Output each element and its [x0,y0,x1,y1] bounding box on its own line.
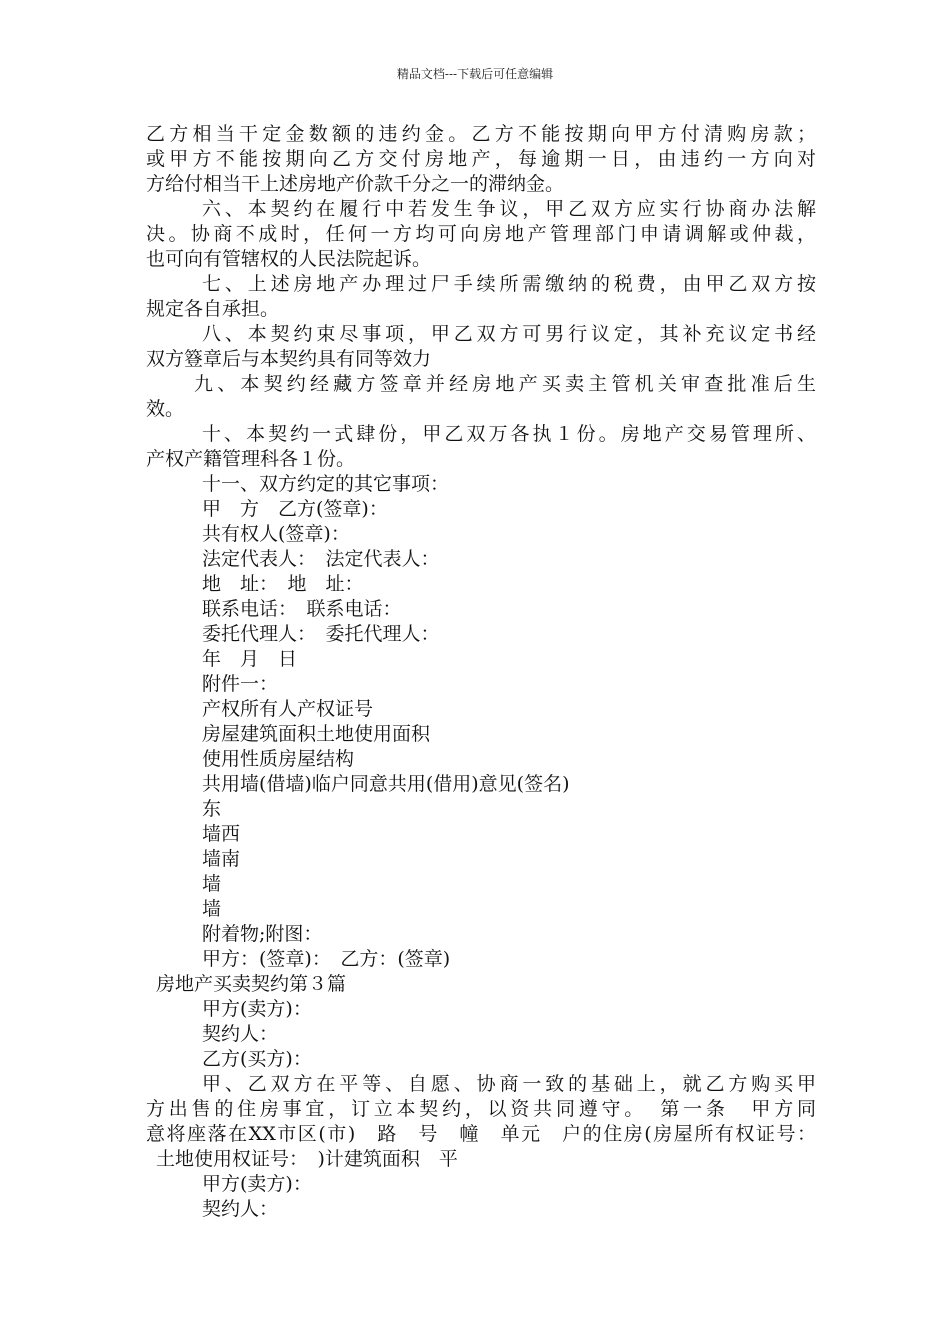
text-line: 使用性质房屋结构 [202,748,355,770]
text-line: 共有权人(签章)： [202,523,350,545]
text-line: 地 址： 地 址： [202,573,364,595]
text-line: 共用墙(借墙)临户同意共用(借用)意见(签名) [202,773,570,795]
text-line: 甲 方 乙方(签章)： [202,498,388,520]
text-line: 意将座落在XX市区(市) 路 号 幢 单元 户的住房(房屋所有权证号： [146,1123,816,1145]
text-line: 甲方(卖方)： [202,1173,312,1195]
text-line: 产权所有人产权证号 [202,698,374,720]
document-body [146,122,816,1222]
text-line: 规定各自承担。 [146,298,280,320]
page-header: 精品文档---下载后可任意编辑 [396,67,554,81]
text-line: 契约人： [202,1198,279,1220]
text-line: 房屋建筑面积土地使用面积 [202,723,431,745]
text-line: 墙 [202,873,222,895]
text-line: 八、本契约束尽事项，甲乙双方可男行议定，其补充议定书经 [202,323,816,345]
text-line: 乙方(买方)： [202,1048,312,1070]
text-line: 墙南 [202,848,241,870]
text-line: 方给付相当干上述房地产价款千分之一的滞纳金。 [146,173,565,195]
text-line: 双方簦章后与本契约具有同等效力 [146,348,432,370]
text-line: 效。 [146,398,185,420]
text-line: 甲方(卖方)： [202,998,312,1020]
text-line: 年 月 日 [202,648,298,670]
text-line: 九、本契约经藏方签章并经房地产买卖主管机关审查批准后生 [194,373,816,395]
text-line: 十、本契约一式肆份，甲乙双万各执１份。房地产交易管理所、 [202,423,816,445]
text-line: 甲方：(签章)： 乙方：(签章) [202,948,451,970]
text-line: 法定代表人： 法定代表人： [202,548,440,570]
text-line: 墙 [202,898,222,920]
text-line: 产权产籍管理科各１份。 [146,448,356,470]
text-line: 委托代理人： 委托代理人： [202,623,440,645]
text-line: 联系电话： 联系电话： [202,598,402,620]
text-line: 附件一： [202,673,279,695]
text-line: 七、上述房地产办理过尸手续所需缴纳的税费，由甲乙双方按 [202,273,816,295]
text-line: 十一、双方约定的其它事项： [202,473,450,495]
text-line: 或甲方不能按期向乙方交付房地产，每逾期一日，由违约一方向对 [146,148,816,170]
text-line: 甲、乙双方在平等、自愿、协商一致的基础上，就乙方购买甲 [202,1073,816,1095]
section-title: 房地产买卖契约第３篇 [156,973,347,995]
text-line: 乙方相当干定金数额的违约金。乙方不能按期向甲方付清购房款； [146,123,816,145]
text-line: 也可向有管辖权的人民法院起诉。 [146,248,432,270]
text-line: 东 [202,798,222,820]
text-line: 附着物;附图： [202,923,323,945]
text-line: 决。协商不成时，任何一方均可向房地产管理部门申请调解或仲裁， [146,223,816,245]
text-line: 墙西 [202,823,241,845]
text-line: 方出售的住房事宜，订立本契约，以资共同遵守。 第一条 甲方同 [146,1098,816,1120]
text-line: 六、本契约在履行中若发生争议，甲乙双方应实行协商办法解 [202,198,816,220]
text-line: 土地使用权证号： )计建筑面积 平 [156,1148,458,1170]
text-line: 契约人： [202,1023,279,1045]
